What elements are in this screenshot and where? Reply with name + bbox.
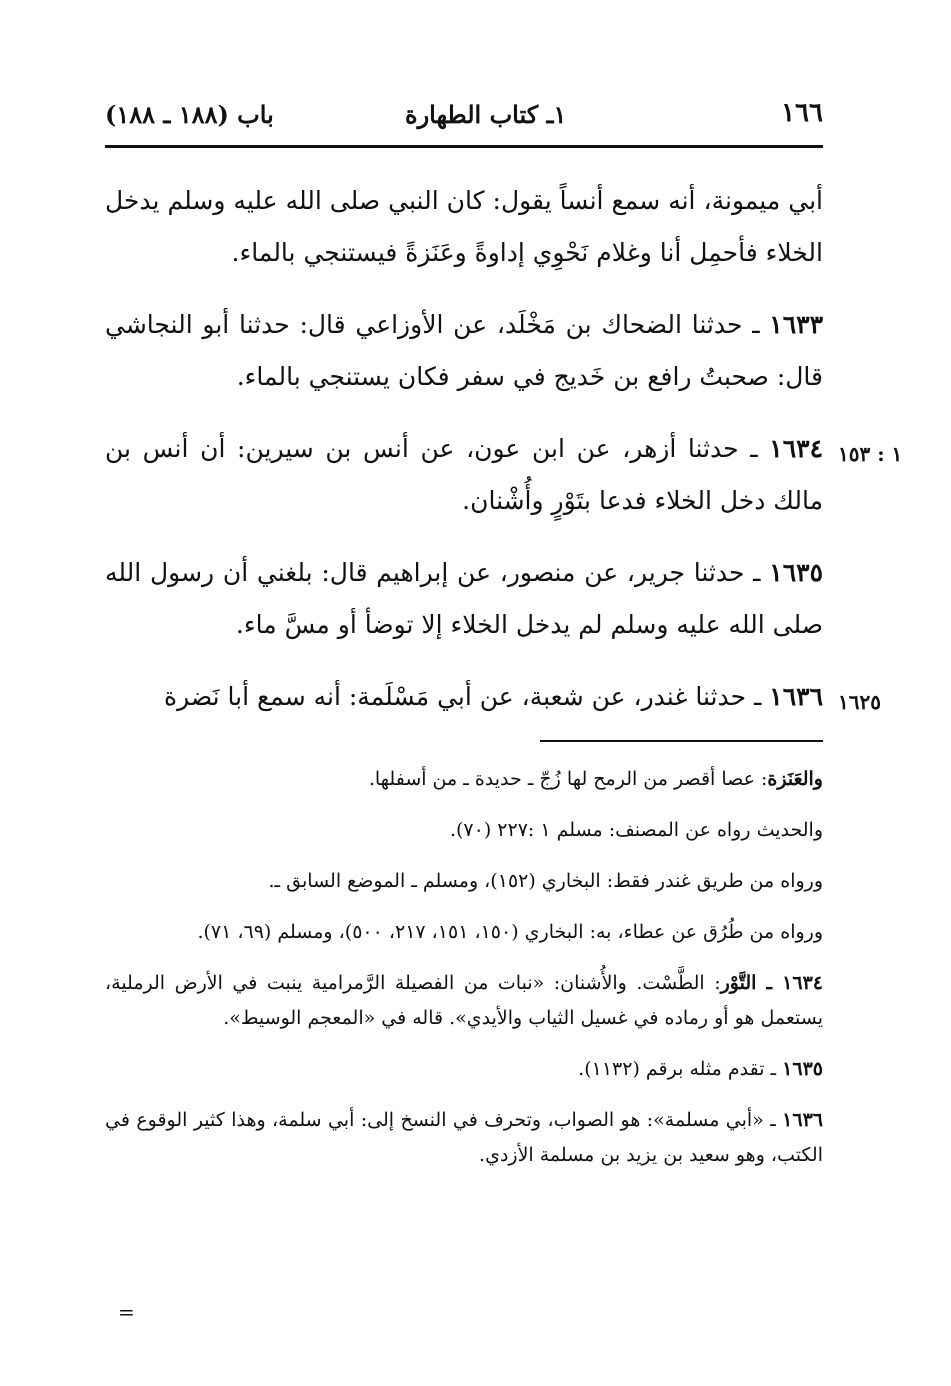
footnote-text: والحديث رواه عن المصنف: مسلم ١ :٢٢٧ (٧٠). bbox=[449, 819, 823, 841]
hadith-number: ١٦٣٥ bbox=[769, 558, 823, 587]
hadith-1635 bbox=[105, 547, 823, 651]
footnote-term: ١٦٣٤ ـ التَّوْر bbox=[720, 972, 823, 994]
hadith-number: ١٦٣٤ bbox=[769, 434, 823, 463]
header-rule bbox=[105, 145, 823, 148]
paragraph-continuation bbox=[105, 175, 823, 279]
footnote-rule bbox=[540, 740, 823, 742]
footnote-text: : عصا أقصر من الرمح لها زُجّ ـ حديدة ـ من أسفلها. bbox=[368, 768, 768, 790]
hadith-1634 bbox=[105, 423, 823, 527]
hadith-1636 bbox=[105, 671, 823, 723]
footnote-text: ورواه من طريق غندر فقط: البخاري (١٥٢)، ومسلم ـ الموضع السابق ـ. bbox=[268, 870, 823, 892]
footnote-term: ١٦٣٥ bbox=[782, 1058, 823, 1080]
footnote-term: والعَنَزة bbox=[767, 768, 823, 790]
continuation-mark: = bbox=[118, 1300, 135, 1324]
running-header bbox=[105, 98, 823, 138]
paragraph-text: ـ حدثنا غندر، عن شعبة، عن أبي مَسْلَمة: أنه سمع أبا نَضرة bbox=[164, 682, 762, 711]
hadith-1633 bbox=[105, 299, 823, 403]
paragraph-text: ـ حدثنا الضحاك بن مَخْلَد، عن الأوزاعي قال: حدثنا أبو النجاشي قال: صحبتُ رافع بن خَديج في سفر فكان يستنجي بالماء. bbox=[105, 310, 823, 391]
paragraph-text: ـ حدثنا جرير، عن منصور، عن إبراهيم قال: بلغني أن رسول الله صلى الله عليه وسلم لم يدخل الخلاء إلا توضأ أو مسَّ ماء. bbox=[105, 558, 823, 639]
page-number: ١٦٦ bbox=[781, 98, 823, 128]
footnote bbox=[105, 813, 823, 848]
footnote-term: ١٦٣٦ bbox=[782, 1109, 823, 1131]
footnote bbox=[105, 966, 823, 1036]
footnotes bbox=[105, 762, 823, 1189]
paragraph-text: أبي ميمونة، أنه سمع أنساً يقول: كان النبي صلى الله عليه وسلم يدخل الخلاء فأحمِل أنا وغلام نَحْوِي إداوةً وعَنَزةً فيستنجي بالماء. bbox=[105, 186, 823, 267]
paragraph-text: ـ حدثنا أزهر، عن ابن عون، عن أنس بن سيرين: أن أنس بن مالك دخل الخلاء فدعا بتَوْرٍ وأُشْنان. bbox=[105, 434, 823, 515]
hadith-number: ١٦٣٣ bbox=[769, 310, 823, 339]
footnote bbox=[105, 864, 823, 899]
margin-reference-1634: ١ : ١٥٣ bbox=[838, 442, 903, 466]
book-title: ١ـ كتاب الطهارة bbox=[405, 100, 567, 129]
hadith-number: ١٦٣٦ bbox=[769, 682, 823, 711]
margin-reference-1636: ١٦٢٥ bbox=[838, 690, 881, 714]
footnote-text: ـ «أبي مسلمة»: هو الصواب، وتحرف في النسخ إلى: أبي سلمة، وهذا كثير الوقوع في الكتب، وهو سعيد بن يزيد بن مسلمة الأزدي. bbox=[105, 1109, 823, 1166]
main-text bbox=[105, 175, 823, 743]
footnote bbox=[105, 915, 823, 950]
footnote bbox=[105, 1103, 823, 1173]
chapter-range: باب (١٨٨ ـ ١٨٨) bbox=[105, 100, 274, 129]
footnote bbox=[105, 1052, 823, 1087]
footnote bbox=[105, 762, 823, 797]
footnote-text: : الطَّسْت. والأُشنان: «نبات من الفصيلة الرَّمرامية ينبت في الأرض الرملية، يستعمل هو أو رماده في غسيل الثياب والأيدي». قاله في «المعجم الوسيط». bbox=[105, 972, 823, 1029]
footnote-text: ـ تقدم مثله برقم (١١٣٢). bbox=[578, 1058, 777, 1080]
footnote-text: ورواه من طُرُق عن عطاء، به: البخاري (١٥٠، ١٥١، ٢١٧، ٥٠٠)، ومسلم (٦٩، ٧١). bbox=[197, 921, 823, 943]
